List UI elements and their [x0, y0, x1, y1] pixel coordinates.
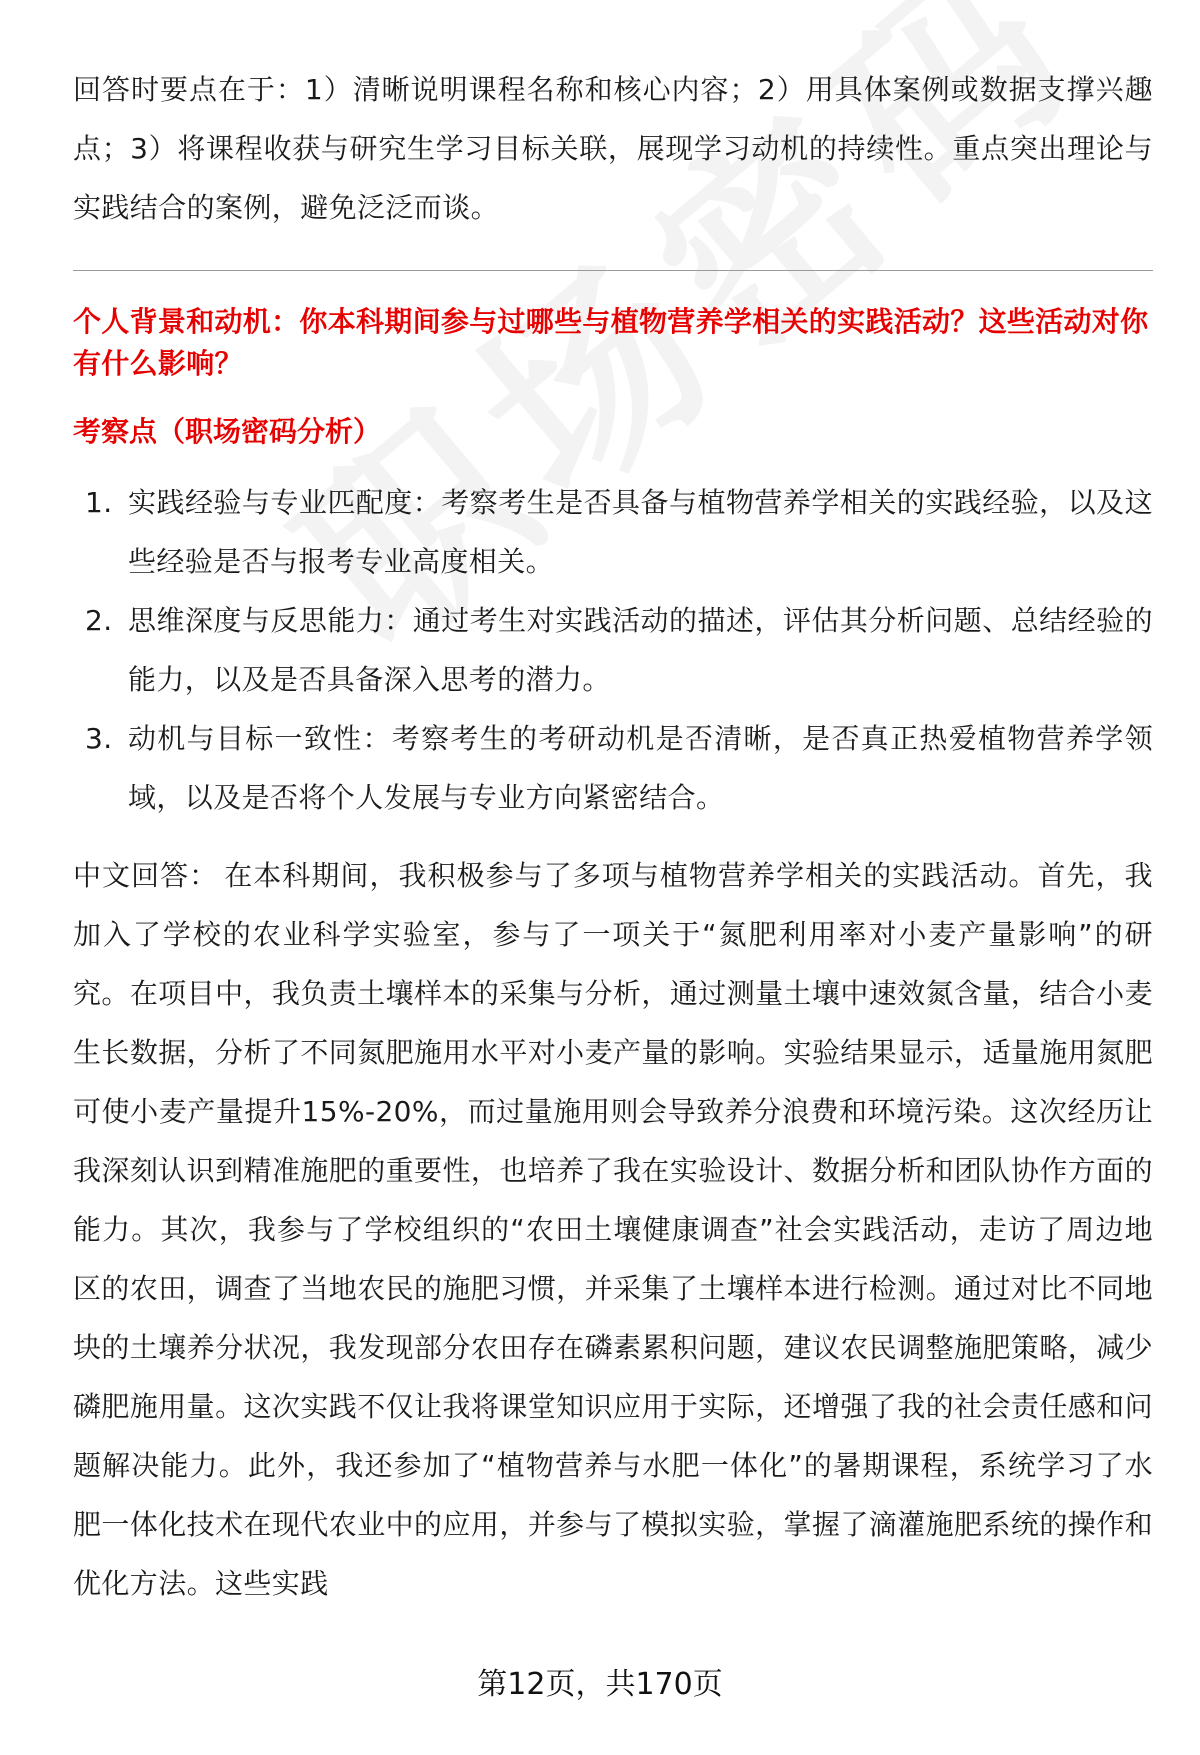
question-title: 个人背景和动机：你本科期间参与过哪些与植物营养学相关的实践活动？这些活动对你有什么影响？: [73, 305, 1149, 380]
intro-paragraph: 回答时要点在于：1）清晰说明课程名称和核心内容；2）用具体案例或数据支撑兴趣点；3）将课程收获与研究生学习目标关联，展现学习动机的持续性。重点突出理论与实践结合的案例，避免泛泛而谈。: [73, 73, 1153, 224]
section-divider: [73, 270, 1153, 271]
page-number: 第12页，共170页: [477, 1667, 723, 1702]
list-number: 1.: [85, 486, 113, 519]
answer-label: 中文回答：: [73, 859, 219, 892]
list-item: [73, 473, 1153, 591]
list-number: 2.: [85, 604, 113, 637]
list-item-text: 实践经验与专业匹配度：考察考生是否具备与植物营养学相关的实践经验，以及这些经验是否与报考专业高度相关。: [128, 486, 1153, 578]
answer-paragraph: [73, 846, 1153, 1613]
list-item: [73, 709, 1153, 827]
list-number: 3.: [85, 722, 113, 755]
assessment-points-list: [73, 473, 1153, 827]
answer-text: 在本科期间，我积极参与了多项与植物营养学相关的实践活动。首先，我加入了学校的农业科学实验室，参与了一项关于“氮肥利用率对小麦产量影响”的研究。在项目中，我负责土壤样本的采集与分析，通过测量土壤中速效氮含量，结合小麦生长数据，分析了不同氮肥施用水平对小麦产量的影响。实验结果显示，适量施用氮肥可使小麦产量提升15%-20%，而过量施用则会导致养分浪费和环境污染。这次经历让我深刻认识到精准施肥的重要性，也培养了我在实验设计、数据分析和团队协作方面的能力。其次，我参与了学校组织的“农田土壤健康调查”社会实践活动，走访了周边地区的农田，调查了当地农民的施肥习惯，并采集了土壤样本进行检测。通过对比不同地块的土壤养分状况，我发现部分农田存在磷素累积问题，建议农民调整施肥策略，减少磷肥施用量。这次实践不仅让我将课堂知识应用于实际，还增强了我的社会责任感和问题解决能力。此外，我还参加了“植物营养与水肥一体化”的暑期课程，系统学习了水肥一体化技术在现代农业中的应用，并参与了模拟实验，掌握了滴灌施肥系统的操作和优化方法。这些实践: [73, 859, 1153, 1600]
list-item-text: 动机与目标一致性：考察考生的考研动机是否清晰，是否真正热爱植物营养学领域，以及是否将个人发展与专业方向紧密结合。: [128, 722, 1153, 814]
document-body: [73, 60, 1153, 1613]
list-item-text: 思维深度与反思能力：通过考生对实践活动的描述，评估其分析问题、总结经验的能力，以及是否具备深入思考的潜力。: [128, 604, 1153, 696]
assessment-heading: 考察点（职场密码分析）: [73, 415, 382, 448]
list-item: [73, 591, 1153, 709]
